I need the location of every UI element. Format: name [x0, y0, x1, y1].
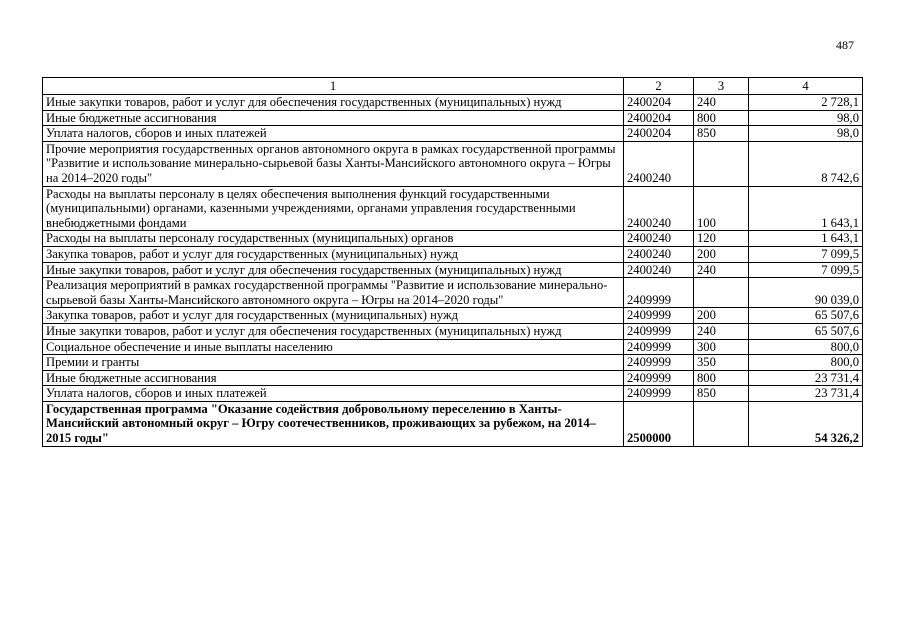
row-name-cell: Закупка товаров, работ и услуг для государственных (муниципальных) нужд: [43, 246, 624, 262]
row-amount-cell: 90 039,0: [749, 278, 863, 308]
row-name-cell: Уплата налогов, сборов и иных платежей: [43, 386, 624, 402]
table-row: [43, 355, 863, 371]
table-header-row: [43, 78, 863, 95]
row-type-cell: 200: [694, 246, 749, 262]
table-row: [43, 323, 863, 339]
column-header-name: 1: [43, 78, 624, 95]
row-code-cell: 2400204: [624, 110, 694, 126]
row-amount-cell: 800,0: [749, 339, 863, 355]
row-code-cell: 2409999: [624, 339, 694, 355]
row-amount-cell: 65 507,6: [749, 323, 863, 339]
row-amount-cell: 7 099,5: [749, 262, 863, 278]
row-amount-cell: 54 326,2: [749, 401, 863, 446]
row-code-cell: 2400240: [624, 246, 694, 262]
row-name-cell: Социальное обеспечение и иные выплаты населению: [43, 339, 624, 355]
row-code-cell: 2409999: [624, 370, 694, 386]
column-header-type: 3: [694, 78, 749, 95]
row-code-cell: 2400240: [624, 262, 694, 278]
row-type-cell: 350: [694, 355, 749, 371]
row-amount-cell: 23 731,4: [749, 386, 863, 402]
row-name-cell: Премии и гранты: [43, 355, 624, 371]
row-code-cell: 2400204: [624, 126, 694, 142]
row-name-cell: Закупка товаров, работ и услуг для государственных (муниципальных) нужд: [43, 308, 624, 324]
row-name-cell: Государственная программа "Оказание содействия добровольному переселению в Ханты-Мансийский автономный округ – Югру соотечественников, проживающих за рубежом, на 2014–2015 годы": [43, 401, 624, 446]
row-code-cell: 2409999: [624, 355, 694, 371]
row-name-cell: Реализация мероприятий в рамках государственной программы "Развитие и использование минерально-сырьевой базы Ханты-Мансийского автономного округа – Югры на 2014–2020 годы": [43, 278, 624, 308]
table-body: [43, 95, 863, 447]
row-code-cell: 2409999: [624, 278, 694, 308]
table-row: [43, 401, 863, 446]
row-name-cell: Иные закупки товаров, работ и услуг для обеспечения государственных (муниципальных) нужд: [43, 95, 624, 111]
row-type-cell: 850: [694, 386, 749, 402]
table-row: [43, 110, 863, 126]
row-code-cell: 2409999: [624, 386, 694, 402]
row-name-cell: Расходы на выплаты персоналу в целях обеспечения выполнения функций государственными (муниципальными) органами, казенными учреждениями, органами управления государственными внебюджетными фондами: [43, 186, 624, 231]
row-type-cell: 200: [694, 308, 749, 324]
row-amount-cell: 1 643,1: [749, 186, 863, 231]
row-name-cell: Расходы на выплаты персоналу государственных (муниципальных) органов: [43, 231, 624, 247]
row-code-cell: 2409999: [624, 323, 694, 339]
table-row: [43, 262, 863, 278]
row-type-cell: [694, 401, 749, 446]
page-number: 487: [836, 38, 854, 52]
table-row: [43, 308, 863, 324]
row-type-cell: 100: [694, 186, 749, 231]
row-type-cell: 300: [694, 339, 749, 355]
row-amount-cell: 65 507,6: [749, 308, 863, 324]
row-code-cell: 2400204: [624, 95, 694, 111]
table-row: [43, 246, 863, 262]
table-row: [43, 186, 863, 231]
table-row: [43, 278, 863, 308]
row-amount-cell: 2 728,1: [749, 95, 863, 111]
row-amount-cell: 98,0: [749, 126, 863, 142]
row-code-cell: 2400240: [624, 186, 694, 231]
budget-table: [42, 77, 863, 447]
row-type-cell: [694, 141, 749, 186]
row-name-cell: Иные закупки товаров, работ и услуг для обеспечения государственных (муниципальных) нужд: [43, 262, 624, 278]
row-type-cell: 240: [694, 262, 749, 278]
row-type-cell: 800: [694, 110, 749, 126]
row-name-cell: Прочие мероприятия государственных органов автономного округа в рамках государственной программы "Развитие и использование минерально-сырьевой базы Ханты-Мансийского автономного округа – Югры на 2014–2020 годы": [43, 141, 624, 186]
row-type-cell: 800: [694, 370, 749, 386]
table-row: [43, 339, 863, 355]
row-type-cell: 240: [694, 323, 749, 339]
row-type-cell: 850: [694, 126, 749, 142]
column-header-amount: 4: [749, 78, 863, 95]
row-amount-cell: 23 731,4: [749, 370, 863, 386]
row-name-cell: Иные бюджетные ассигнования: [43, 370, 624, 386]
row-name-cell: Иные закупки товаров, работ и услуг для обеспечения государственных (муниципальных) нужд: [43, 323, 624, 339]
table-row: [43, 95, 863, 111]
table-row: [43, 141, 863, 186]
row-amount-cell: 800,0: [749, 355, 863, 371]
row-type-cell: 120: [694, 231, 749, 247]
row-code-cell: 2500000: [624, 401, 694, 446]
row-type-cell: 240: [694, 95, 749, 111]
column-header-code: 2: [624, 78, 694, 95]
row-code-cell: 2400240: [624, 231, 694, 247]
row-code-cell: 2409999: [624, 308, 694, 324]
row-amount-cell: 8 742,6: [749, 141, 863, 186]
table-row: [43, 126, 863, 142]
row-name-cell: Уплата налогов, сборов и иных платежей: [43, 126, 624, 142]
row-amount-cell: 7 099,5: [749, 246, 863, 262]
table-row: [43, 370, 863, 386]
row-name-cell: Иные бюджетные ассигнования: [43, 110, 624, 126]
table-row: [43, 231, 863, 247]
row-code-cell: 2400240: [624, 141, 694, 186]
row-amount-cell: 98,0: [749, 110, 863, 126]
row-amount-cell: 1 643,1: [749, 231, 863, 247]
table-row: [43, 386, 863, 402]
row-type-cell: [694, 278, 749, 308]
